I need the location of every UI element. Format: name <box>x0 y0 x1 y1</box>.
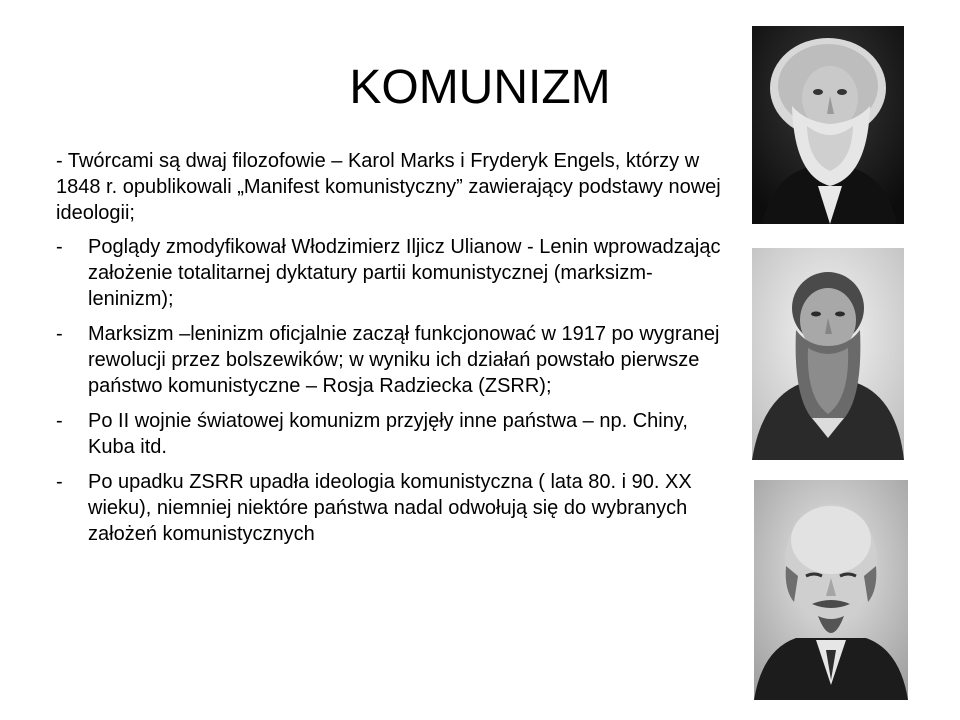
bullet-marker: - <box>56 236 63 258</box>
bullet-marker: - <box>56 410 63 432</box>
slide-title: KOMUNIZM <box>349 61 611 114</box>
portrait-lenin <box>754 480 908 700</box>
portrait-image <box>752 26 904 224</box>
bullet-text: Marksizm –leninizm oficjalnie zaczął funkcjonować w 1917 po wygranej rewolucji przez bolszewików; w wyniku ich działań powstało pierwsze państwo komunistyczne – Rosja Radziecka (ZSRR); <box>88 323 720 397</box>
bullet-text: Po II wojnie światowej komunizm przyjęły inne państwa – np. Chiny, Kuba itd. <box>88 410 688 458</box>
bullet-list <box>56 234 728 547</box>
portrait-marks <box>752 26 904 224</box>
list-item <box>56 469 728 547</box>
list-item <box>56 408 728 460</box>
list-item <box>56 234 728 312</box>
portrait-image <box>752 248 904 460</box>
bullet-marker: - <box>56 471 63 493</box>
portrait-image <box>754 480 908 700</box>
portrait-engels <box>752 248 904 460</box>
slide-content <box>56 148 728 556</box>
bullet-text: Po upadku ZSRR upadła ideologia komunistyczna ( lata 80. i 90. XX wieku), niemniej niektóre państwa nadal odwołują się do wybranych założeń komunistycznych <box>88 471 692 545</box>
bullet-marker: - <box>56 323 63 345</box>
intro-paragraph: - Twórcami są dwaj filozofowie – Karol Marks i Fryderyk Engels, którzy w 1848 r. opublikowali „Manifest komunistyczny” zawierający podstawy nowej ideologii; <box>56 150 721 224</box>
list-item <box>56 321 728 399</box>
bullet-text: Poglądy zmodyfikował Włodzimierz Iljicz Ulianow - Lenin wprowadzając założenie totalitarnej dyktatury partii komunistycznej (marksizm-leninizm); <box>88 236 721 310</box>
